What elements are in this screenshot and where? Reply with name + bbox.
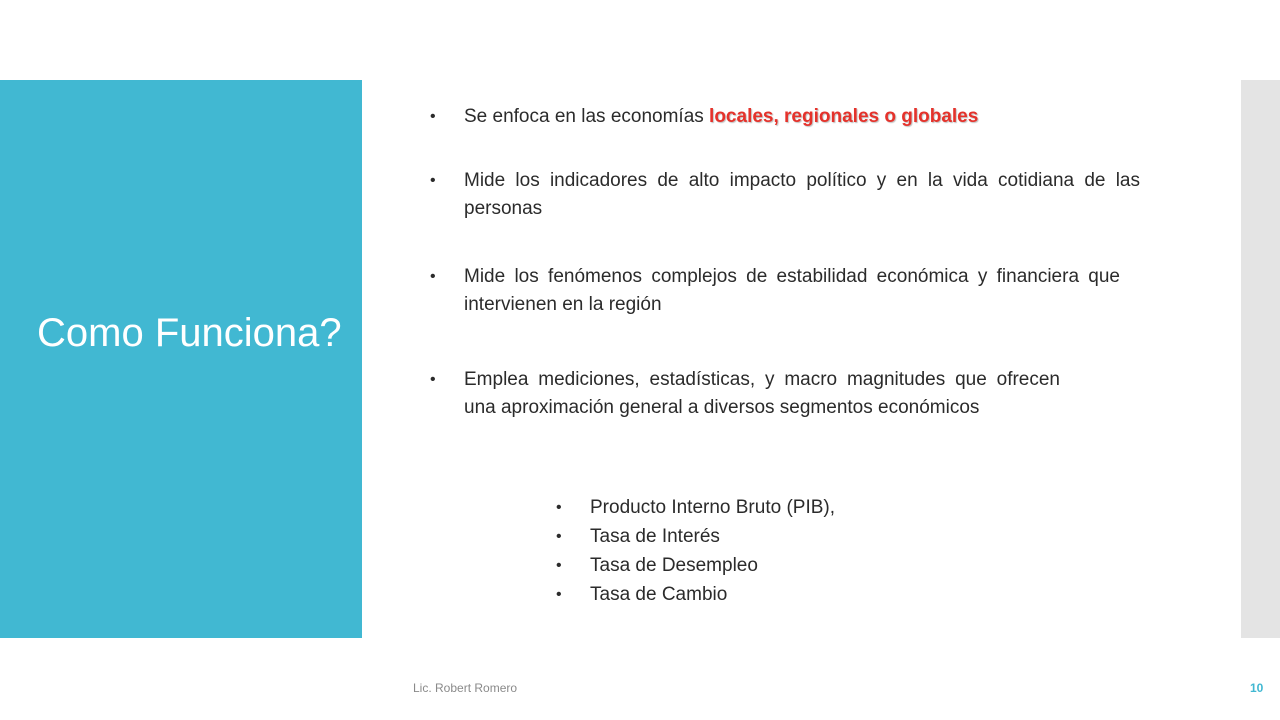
- sub-bullet-text: Producto Interno Bruto (PIB),: [590, 497, 836, 518]
- bullet-text: [464, 103, 1070, 131]
- bullet-dot-icon: •: [556, 499, 562, 516]
- side-strip: [1241, 80, 1280, 638]
- footer-author: Lic. Robert Romero: [413, 681, 518, 695]
- bullet-dot-icon: •: [430, 172, 436, 189]
- bullet-dot-icon: •: [556, 528, 562, 545]
- bullet-text: Mide los indicadores de alto impacto político y en la vida cotidiana de las personas: [464, 170, 1140, 219]
- sub-bullet-list: [556, 493, 835, 609]
- bullet-dot-icon: •: [430, 108, 436, 125]
- slide-title: Como Funciona?: [37, 311, 342, 355]
- bullet-dot-icon: •: [430, 371, 436, 388]
- bullet-item: [430, 366, 1060, 422]
- bullet-item: [430, 103, 1070, 131]
- bullet-item: [430, 167, 1140, 223]
- bullet-text-plain: Se enfoca en las economías: [464, 106, 710, 127]
- bullet-text: Emplea mediciones, estadísticas, y macro magnitudes que ofrecen una aproximación general a diversos segmentos económicos: [464, 369, 1060, 418]
- bullet-text: Mide los fenómenos complejos de estabilidad económica y financiera que intervienen en la región: [464, 266, 1120, 315]
- bullet-text-highlight: locales, regionales o globales: [709, 106, 979, 127]
- sub-bullet-item: [556, 522, 835, 551]
- sub-bullet-item: [556, 493, 835, 522]
- bullet-item: [430, 263, 1120, 319]
- bullet-dot-icon: •: [430, 268, 436, 285]
- page-number: 10: [1250, 681, 1264, 695]
- bullet-dot-icon: •: [556, 586, 562, 603]
- bullet-dot-icon: •: [556, 557, 562, 574]
- sub-bullet-item: [556, 551, 835, 580]
- sub-bullet-text: Tasa de Interés: [590, 526, 720, 547]
- sub-bullet-text: Tasa de Desempleo: [590, 555, 758, 576]
- sub-bullet-text: Tasa de Cambio: [590, 584, 728, 605]
- sub-bullet-item: [556, 580, 835, 609]
- title-panel: [0, 80, 362, 638]
